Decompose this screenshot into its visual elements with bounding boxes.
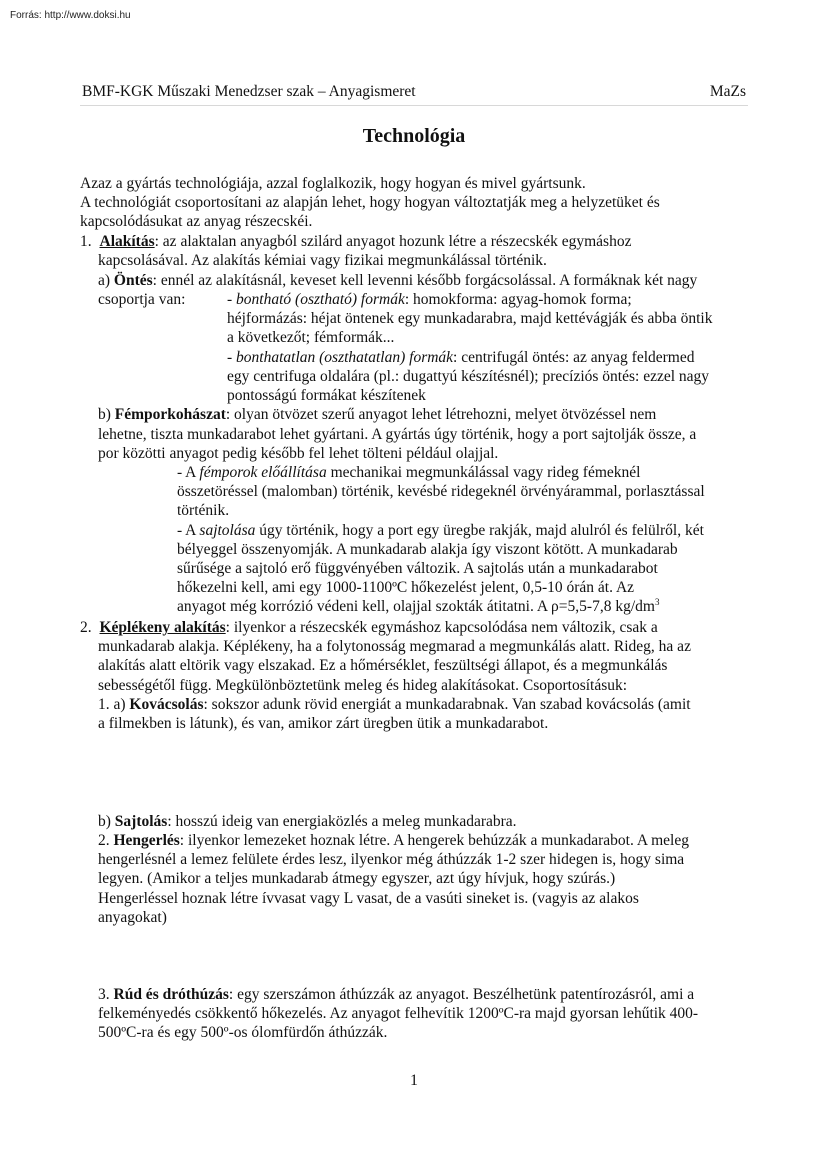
ontes-term: Öntés [113,272,153,289]
section-1-line: 1. Alakítás: az alaktalan anyagból szilárd anyagot hozunk létre a részecskék egymáshoz [80,233,632,250]
section-1-line: kapcsolásával. Az alakítás kémiai vagy fizikai megmunkálással történik. [98,252,547,269]
hengerles-line: legyen. (Amikor a teljes munkadarab átmegy egyszer, azt úgy hívjuk, hogy szúrás.) [98,870,616,887]
section-2-line: alakítás alatt eltörik vagy elszakad. Ez a hőmérséklet, feszültségi állapot, és a megmunkálás [98,657,668,674]
ontes-item-term: bontható (osztható) formák [236,291,405,308]
section-2-line: 2. Képlékeny alakítás: ilyenkor a részecskék egymáshoz kapcsolódása nem változik, csak a [80,619,658,636]
ontes-item: - bonthatatlan (oszthatatlan) formák: centrifugál öntés: az anyag feldermed [227,349,695,366]
section-1-term: Alakítás [99,233,155,250]
kovacsolas-line: 1. a) Kovácsolás: sokszor adunk rövid energiát a munkadarabnak. Van szabad kovácsolás (amit [98,696,691,713]
intro-line: kapcsolódásukat az anyag részecskéi. [80,213,313,230]
femporkohaszat-line: b) Fémporkohászat: olyan ötvözet szerű anyagot lehet létrehozni, melyet ötvözéssel nem [98,406,657,423]
femporkohaszat-line: bélyeggel összenyomják. A munkadarab alakja így viszont kötött. A munkadarab [177,541,678,558]
page-header [80,83,748,106]
femporkohaszat-item-term: sajtolása [199,522,256,539]
hengerles-line: 2. Hengerlés: ilyenkor lemezeket hoznak létre. A hengerek behúzzák a munkadarabot. A meleg [98,832,689,849]
femporkohaszat-item-term: fémporok előállítása [199,464,327,481]
ontes-line: a következőt; fémformák... [227,329,395,346]
sajtolas-term: Sajtolás [114,813,168,830]
header-author: MaZs [709,83,746,100]
hengerles-line: hengerlésnél a lemez felülete érdes lesz, ilyenkor még áthúzzák 1-2 szer hidegen is, hogy sima [98,851,685,868]
femporkohaszat-line: por közötti anyagot pedig később fel lehet tölteni például olajjal. [98,445,499,462]
femporkohaszat-item: - A sajtolása úgy történik, hogy a port egy üregbe rakják, majd alulról és felülről, két [177,522,704,539]
section-2-line: sebességétől függ. Megkülönböztetünk meleg és hideg alakításokat. Csoportosításuk: [98,677,628,694]
intro-line: A technológiát csoportosítani az alapján lehet, hogy hogyan változtatják meg a helyzetüket és [80,194,660,211]
source-note: Forrás: http://www.doksi.hu [10,10,131,21]
header-course: BMF-KGK Műszaki Menedzser szak – Anyagismeret [82,83,416,100]
ontes-line: a) Öntés: ennél az alakításnál, keveset kell levenni később forgácsolással. A formáknak két nagy [98,272,698,289]
hengerles-line: Hengerléssel hoznak létre ívvasat vagy L vasat, de a vasúti sineket is. (vagyis az alakos [98,890,639,907]
rudhuzas-term: Rúd és dróthúzás [113,986,229,1003]
section-1-number: 1. [80,233,92,250]
femporkohaszat-line: hőkezelni kell, ami egy 1000-1100ºC hőkezelést jelent, 0,5-10 órán át. Az [177,579,635,596]
ontes-line: pontosságú formákat készítenek [227,387,426,404]
hengerles-term: Hengerlés [113,832,180,849]
kovacsolas-line: a filmekben is látunk), és van, amikor zárt üregben ütik a munkadarabot. [98,715,549,732]
hengerles-line: anyagokat) [98,909,167,926]
rudhuzas-line: 3. Rúd és dróthúzás: egy szerszámon áthúzzák az anyagot. Beszélhetünk patentírozásról, ami a [98,986,695,1003]
section-2-line: munkadarab alakja. Képlékeny, ha a folytonosság megmarad a megmunkálás alatt. Rideg, ha az [98,638,691,655]
femporkohaszat-item: - A fémporok előállítása mechanikai megmunkálással vagy rideg fémeknél [177,464,641,481]
femporkohaszat-line: történik. [177,502,230,519]
ontes-line: héjformázás: héjat öntenek egy munkadarabra, majd kettévágják és abba öntik [227,310,713,327]
ontes-line: csoportja van: [98,291,186,308]
section-2-term: Képlékeny alakítás [99,619,226,636]
femporkohaszat-line: anyagot még korrózió védeni kell, olajjal szokták átitatni. A ρ=5,5-7,8 $kg/dm^3$ [177,596,660,615]
ontes-item: - bontható (osztható) formák: homokforma: agyag-homok forma; [227,291,632,308]
section-2-number: 2. [80,619,92,636]
ontes-item-term: bonthatatlan (oszthatatlan) formák [236,349,454,366]
kovacsolas-term: Kovácsolás [129,696,204,713]
intro-line: Azaz a gyártás technológiája, azzal foglalkozik, hogy hogyan és mivel gyártsunk. [80,175,586,192]
femporkohaszat-line: sűrűsége a sajtoló erő függvényében változik. A sajtolás után a munkadarabot [177,560,658,577]
sajtolas-line: b) Sajtolás: hosszú ideig van energiaközlés a meleg munkadarabra. [98,813,517,830]
femporkohaszat-line: összetöréssel (malomban) történik, kevésbé ridegeknél örvényárammal, porlasztással [177,483,705,500]
femporkohaszat-term: Fémporkohászat [114,406,226,423]
ontes-line: egy centrifuga oldalára (pl.: dugattyú készítésnél); precíziós öntés: ezzel nagy [227,368,710,385]
rudhuzas-line: felkeményedés csökkentő hőkezelés. Az anyagot felhevítik 1200ºC-ra majd gyorsan lehűtik 400- [98,1005,699,1022]
page-number: 1 [410,1072,418,1089]
rudhuzas-line: 500ºC-ra és egy 500º-os ólomfürdőn áthúzzák. [98,1024,388,1041]
unit-exponent: 3 [654,596,660,607]
page-title: Technológia [362,125,466,147]
femporkohaszat-line: lehetne, tiszta munkadarabot lehet gyártani. A gyártás úgy történik, hogy a port sajtolják össze, a [98,426,697,443]
